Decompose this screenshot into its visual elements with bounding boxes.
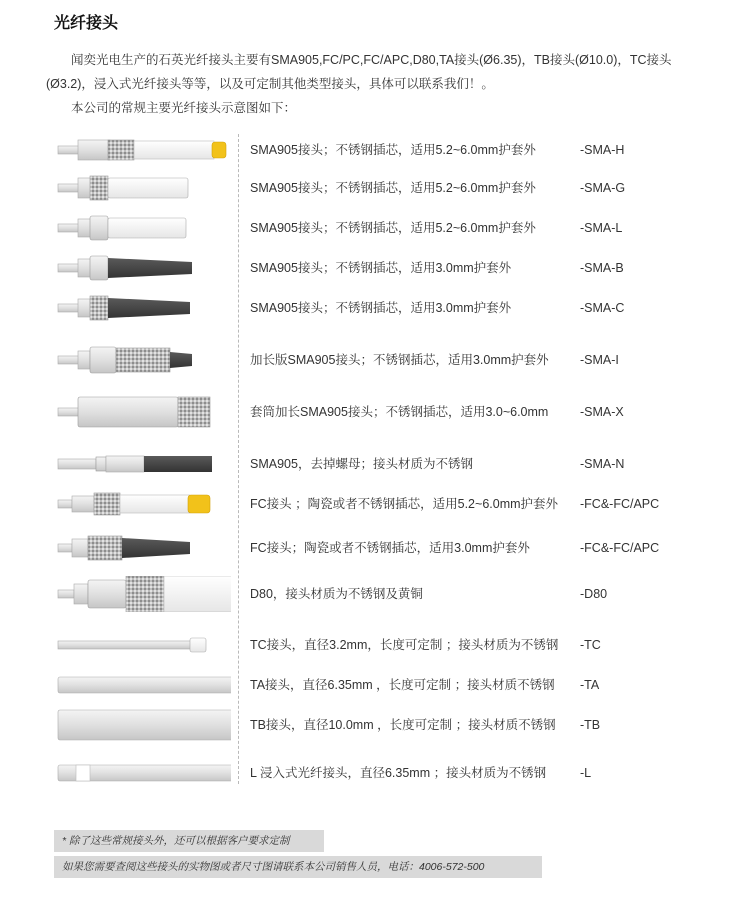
connector-row-sma-n	[0, 446, 738, 482]
connector-desc: SMA905接头；不锈钢插芯，适用5.2~6.0mm护套外	[250, 221, 536, 235]
connector-row-sma-l	[0, 210, 738, 246]
fc-black-connector-icon	[56, 530, 231, 566]
connector-code: -SMA-C	[580, 301, 625, 315]
connector-code: -L	[580, 766, 592, 780]
connector-desc: FC接头 ；陶瓷或者不锈钢插芯，适用5.2~6.0mm护套外	[250, 497, 559, 511]
connector-code: -SMA-N	[580, 457, 625, 471]
intro-line-3: 本公司的常规主要光纤接头示意图如下：	[46, 101, 297, 115]
connector-code: -FC&-FC/APC	[580, 497, 660, 511]
connector-code: -SMA-G	[580, 181, 626, 195]
connector-row-sma-g	[0, 170, 738, 206]
tc-connector-icon	[56, 627, 231, 663]
connector-desc: TB接头，直径10.0mm ，长度可定制 ；接头材质不锈钢	[250, 718, 556, 732]
connector-code: -FC&-FC/APC	[580, 541, 660, 555]
connector-row-d80	[0, 576, 738, 612]
sma-b-connector-icon	[56, 250, 231, 286]
connector-code: -SMA-L	[580, 221, 623, 235]
connector-row-sma-c	[0, 290, 738, 326]
connector-desc: FC接头；陶瓷或者不锈钢插芯，适用3.0mm护套外	[250, 541, 530, 555]
connector-code: -TB	[580, 718, 601, 732]
connector-row-l	[0, 755, 738, 791]
connector-row-sma-i	[0, 342, 738, 378]
sma-n-connector-icon	[56, 446, 231, 482]
connector-code: -SMA-I	[580, 353, 619, 367]
connector-desc: TC接头，直径3.2mm，长度可定制 ；接头材质为不锈钢	[250, 638, 559, 652]
ta-connector-icon	[56, 667, 231, 703]
fc-yellow-connector-icon	[56, 486, 231, 522]
connector-desc: SMA905接头；不锈钢插芯，适用5.2~6.0mm护套外	[250, 143, 536, 157]
connector-row-tc	[0, 627, 738, 663]
connector-row-sma-h	[0, 132, 738, 168]
contact-note: 如果您需要查阅这些接头的实物图或者尺寸图请联系本公司销售人员，电话：4006-572-500	[54, 856, 542, 878]
connector-desc: SMA905接头；不锈钢插芯，适用3.0mm护套外	[250, 301, 512, 315]
sma-g-connector-icon	[56, 170, 231, 206]
connector-code: -TA	[580, 678, 600, 692]
connector-desc: D80，接头材质为不锈钢及黄铜	[250, 587, 423, 601]
intro-line-2: (Ø3.2)，浸入式光纤接头等等，以及可定制其他类型接头，具体可以联系我们！。	[46, 77, 494, 91]
connector-desc: TA接头，直径6.35mm ，长度可定制 ；接头材质不锈钢	[250, 678, 555, 692]
connector-desc: SMA905，去掉螺母；接头材质为不锈钢	[250, 457, 473, 471]
custom-note: * 除了这些常规接头外，还可以根据客户要求定制	[54, 830, 324, 852]
connector-row-fc-yellow	[0, 486, 738, 522]
connector-row-fc-black	[0, 530, 738, 566]
l-connector-icon	[56, 755, 231, 791]
connector-code: -SMA-X	[580, 405, 624, 419]
connector-desc: SMA905接头；不锈钢插芯，适用5.2~6.0mm护套外	[250, 181, 536, 195]
connector-desc: SMA905接头；不锈钢插芯，适用3.0mm护套外	[250, 261, 512, 275]
connector-row-sma-b	[0, 250, 738, 286]
d80-connector-icon	[56, 576, 231, 612]
sma-l-connector-icon	[56, 210, 231, 246]
connector-row-tb	[0, 707, 738, 743]
connector-code: -D80	[580, 587, 608, 601]
connector-code: -TC	[580, 638, 601, 652]
connector-code: -SMA-B	[580, 261, 624, 275]
connector-row-sma-x	[0, 394, 738, 430]
connector-desc: L 浸入式光纤接头，直径6.35mm ；接头材质为不锈钢	[250, 766, 547, 780]
sma-c-connector-icon	[56, 290, 231, 326]
intro-line-1: 闻奕光电生产的石英光纤接头主要有SMA905,FC/PC,FC/APC,D80,TA接头(Ø6.35)，TB接头(Ø10.0)，TC接头	[46, 53, 672, 67]
tb-connector-icon	[56, 707, 231, 743]
connector-desc: 套筒加长SMA905接头；不锈钢插芯，适用3.0~6.0mm	[250, 405, 549, 419]
connector-desc: 加长版SMA905接头；不锈钢插芯，适用3.0mm护套外	[250, 353, 549, 367]
connector-code: -SMA-H	[580, 143, 625, 157]
sma-h-connector-icon	[56, 132, 231, 168]
sma-x-connector-icon	[56, 394, 231, 430]
sma-i-connector-icon	[56, 342, 231, 378]
page-title: 光纤接头	[54, 15, 119, 32]
connector-row-ta	[0, 667, 738, 703]
